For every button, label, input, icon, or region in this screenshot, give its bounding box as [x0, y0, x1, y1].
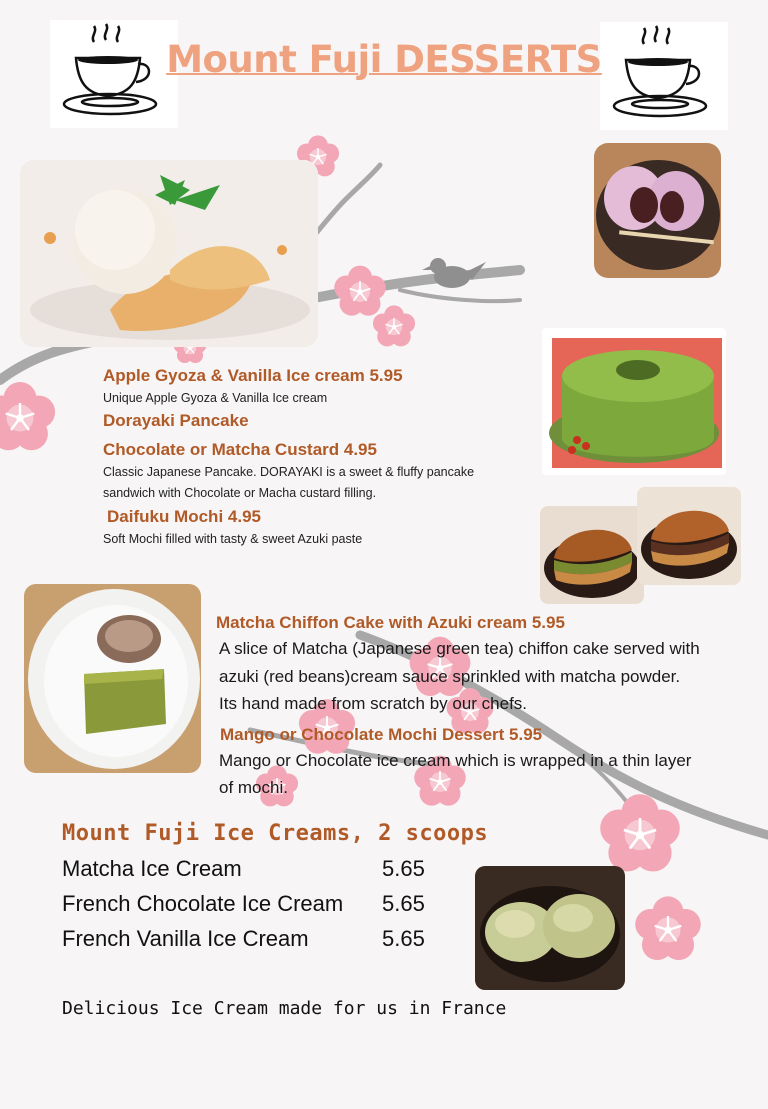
item-title-dorayaki-flavors: Chocolate or Matcha Custard 4.95 [103, 440, 377, 459]
ice-cream-price: 5.65 [382, 856, 425, 881]
item-desc-mochi-dessert-1: Mango or Chocolate ice cream which is wrapped in a thin layer [219, 751, 692, 770]
item-desc-matcha-chiffon-3: Its hand made from scratch by our chefs. [219, 694, 528, 713]
ice-cream-name: French Chocolate Ice Cream [62, 891, 344, 916]
item-desc-matcha-chiffon-1: A slice of Matcha (Japanese green tea) chiffon cake served with [219, 639, 700, 658]
item-desc-apple-gyoza: Unique Apple Gyoza & Vanilla Ice cream [103, 391, 328, 405]
item-title-mochi-dessert: Mango or Chocolate Mochi Dessert 5.95 [220, 725, 543, 744]
ice-cream-name: Matcha Ice Cream [62, 856, 242, 881]
dorayaki-photo-1 [540, 506, 644, 604]
item-title-apple-gyoza: Apple Gyoza & Vanilla Ice cream 5.95 [103, 366, 403, 385]
chiffon-cake-photo [542, 328, 726, 475]
item-title-matcha-chiffon: Matcha Chiffon Cake with Azuki cream 5.95 [216, 613, 565, 632]
item-title-daifuku: Daifuku Mochi 4.95 [107, 507, 261, 526]
footer-note: Delicious Ice Cream made for us in France [62, 998, 507, 1019]
ice-cream-price: 5.65 [382, 926, 425, 951]
item-desc-mochi-dessert-2: of mochi. [219, 778, 288, 797]
ice-cream-section-title: Mount Fuji Ice Creams, 2 scoops [62, 821, 489, 846]
ice-cream-row [62, 856, 462, 891]
item-desc-dorayaki-2: sandwich with Chocolate or Macha custard filling. [103, 486, 377, 500]
ice-cream-photo [475, 866, 625, 990]
ice-cream-row [62, 891, 462, 926]
gyoza-photo [20, 160, 318, 347]
item-title-dorayaki: Dorayaki Pancake [103, 411, 249, 430]
matcha-cake-photo [24, 584, 201, 773]
dorayaki-photo-2 [637, 487, 741, 585]
item-desc-matcha-chiffon-2: azuki (red beans)cream sauce sprinkled with matcha powder. [219, 667, 681, 686]
item-desc-daifuku: Soft Mochi filled with tasty & sweet Azuki paste [103, 532, 363, 546]
ice-cream-row [62, 926, 462, 961]
page-title: Mount Fuji DESSERTS [166, 38, 602, 81]
ice-cream-price: 5.65 [382, 891, 425, 916]
ice-cream-name: French Vanilla Ice Cream [62, 926, 309, 951]
ice-cream-list [62, 856, 462, 961]
item-desc-dorayaki-1: Classic Japanese Pancake. DORAYAKI is a sweet & fluffy pancake [103, 465, 475, 479]
daifuku-photo [594, 143, 721, 278]
